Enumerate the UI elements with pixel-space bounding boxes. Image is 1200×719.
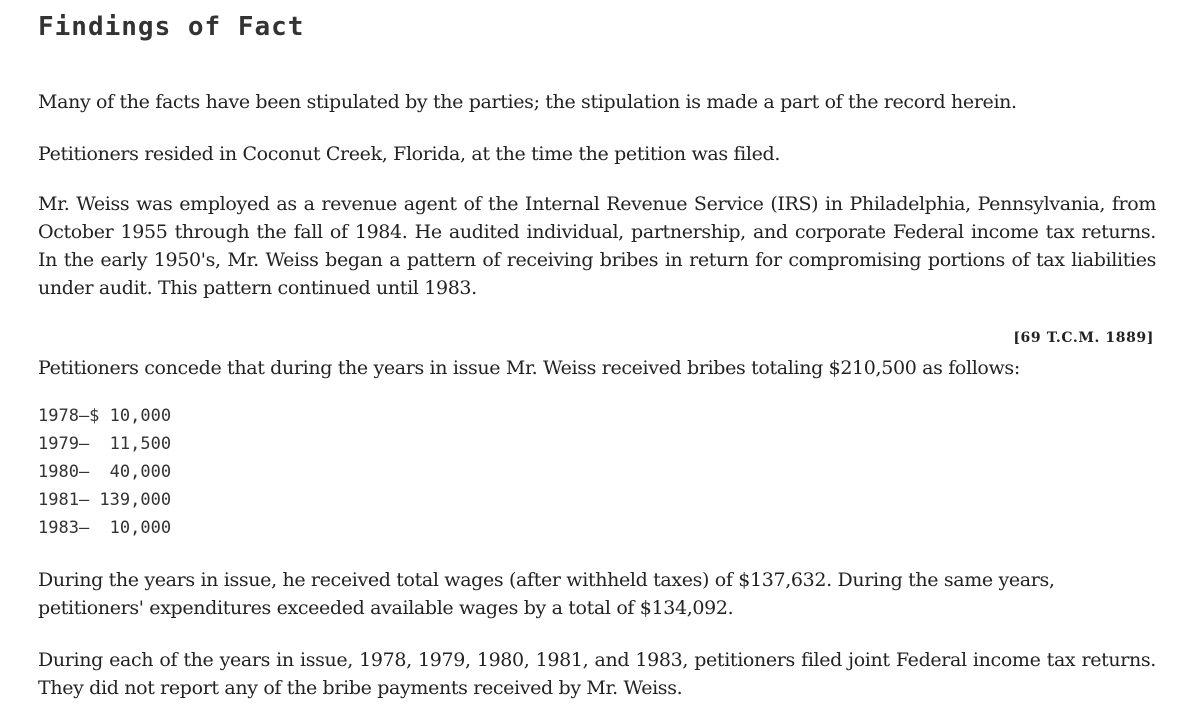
paragraph-tax-returns: During each of the years in issue, 1978, 1979, 1980, 1981, and 1983, petitioners filed joint Federal income tax returns. They did not report any of the bribe payments received by Mr. Weiss.: [38, 649, 1156, 699]
paragraph-residence: Petitioners resided in Coconut Creek, Florida, at the time the petition was filed.: [38, 143, 781, 165]
bribe-list: [38, 402, 171, 542]
paragraph-wages: During the years in issue, he received total wages (after withheld taxes) of $137,632. During the same years, petitioners' expenditures exceeded available wages by a total of $134,092.: [38, 569, 1055, 619]
page-reference: [69 T.C.M. 1889]: [1013, 330, 1154, 346]
bribe-row-1979: 1979— 11,500: [38, 434, 172, 454]
paragraph-stipulation: Many of the facts have been stipulated by the parties; the stipulation is made a part of the record herein.: [38, 91, 1017, 113]
bribe-row-1981: 1981— 139,000: [38, 490, 172, 510]
bribe-row-1983: 1983— 10,000: [38, 518, 172, 538]
paragraph-bribes-concession: Petitioners concede that during the years in issue Mr. Weiss received bribes totaling $210,500 as follows:: [38, 357, 1020, 379]
section-heading: Findings of Fact: [38, 12, 305, 42]
bribe-row-1978: 1978—$ 10,000: [38, 406, 172, 426]
paragraph-employment: Mr. Weiss was employed as a revenue agent of the Internal Revenue Service (IRS) in Philadelphia, Pennsylvania, from October 1955 through the fall of 1984. He audited individual, partnership, and corporate Federal income tax returns. In the early 1950's, Mr. Weiss began a pattern of receiving bribes in return for compromising portions of tax liabilities under audit. This pattern continued until 1983.: [38, 193, 1156, 299]
bribe-row-1980: 1980— 40,000: [38, 462, 172, 482]
